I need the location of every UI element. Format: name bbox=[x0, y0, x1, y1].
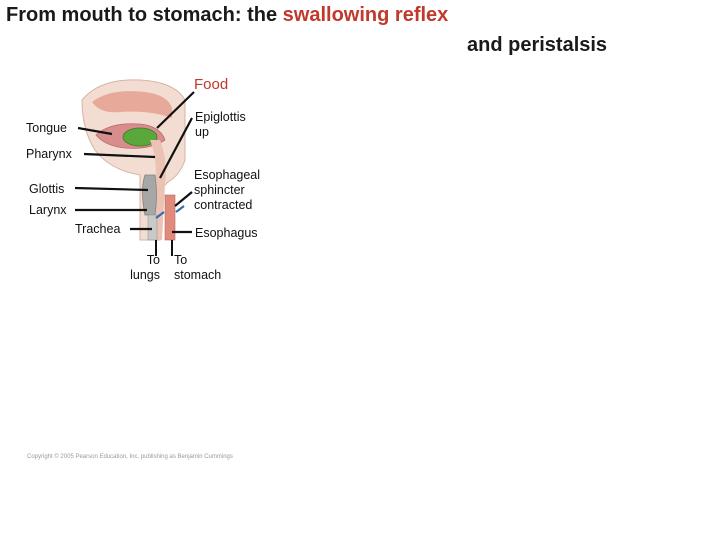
sphincter-arrow-right bbox=[176, 206, 184, 212]
trachea-tube bbox=[148, 215, 157, 240]
label-larynx: Larynx bbox=[29, 203, 67, 217]
copyright-notice: Copyright © 2005 Pearson Education, Inc. publishing as Benjamin Cummings bbox=[27, 454, 233, 460]
label-glottis: Glottis bbox=[29, 182, 65, 196]
title-accent: swallowing reflex bbox=[282, 4, 449, 26]
esophagus-tube bbox=[165, 195, 175, 240]
leader-glottis bbox=[75, 188, 148, 190]
title-prefix: From mouth to stomach: the bbox=[6, 4, 283, 26]
label-to-stomach-line2: stomach bbox=[174, 268, 222, 282]
label-epiglottis bbox=[195, 110, 246, 140]
label-to-lungs-line2: lungs bbox=[130, 268, 160, 282]
label-epiglottis-line1: Epiglottis bbox=[195, 110, 246, 124]
label-pharynx: Pharynx bbox=[26, 147, 72, 161]
label-to-lungs bbox=[124, 253, 160, 283]
label-sphincter-line3: contracted bbox=[194, 198, 253, 212]
label-trachea: Trachea bbox=[75, 222, 121, 236]
page-title-line-2: and peristalsis bbox=[467, 34, 608, 56]
label-to-stomach bbox=[174, 253, 221, 283]
label-esophagus: Esophagus bbox=[195, 226, 258, 240]
label-to-lungs-line1: To bbox=[146, 253, 160, 267]
label-sphincter-line2: sphincter bbox=[194, 183, 245, 197]
label-epiglottis-line2: up bbox=[195, 125, 209, 139]
label-tongue: Tongue bbox=[26, 121, 68, 135]
label-food: Food bbox=[194, 76, 229, 93]
label-to-stomach-line1: To bbox=[174, 253, 188, 267]
leader-sphincter bbox=[175, 192, 192, 206]
label-sphincter-line1: Esophageal bbox=[194, 168, 261, 182]
label-esophageal-sphincter bbox=[194, 168, 260, 213]
